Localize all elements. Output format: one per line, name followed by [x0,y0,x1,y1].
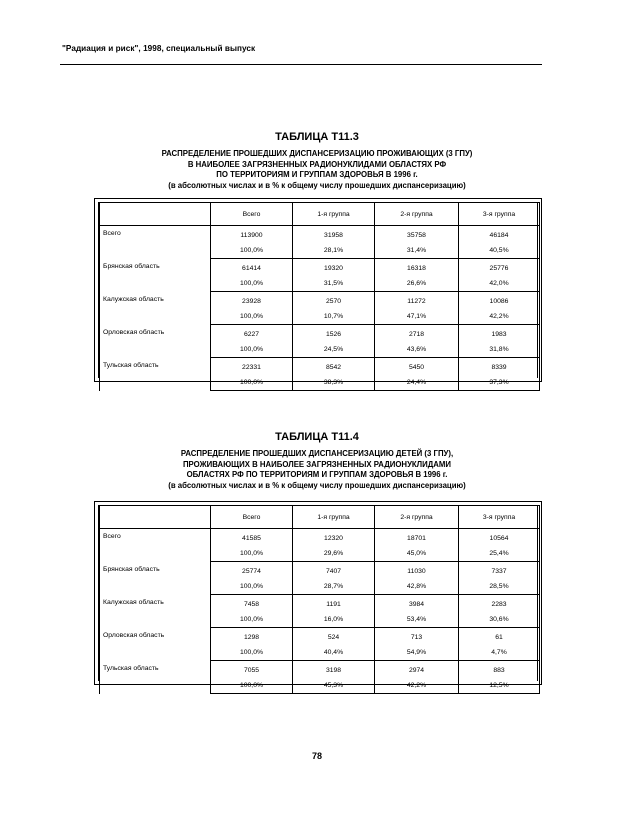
percent-cell: 31,8% [459,342,540,358]
column-header: 3-я группа [459,506,540,529]
percent-cell: 100,0% [211,546,293,562]
percent-cell: 31,4% [375,243,459,259]
value-cell: 10086 [459,292,540,310]
table-label: ТАБЛИЦА Т11.4 [275,431,359,443]
table-row [100,358,540,376]
value-cell: 46184 [459,226,540,244]
caption-line: В НАИБОЛЕЕ ЗАГРЯЗНЕННЫХ РАДИОНУКЛИДАМИ ОБЛАСТЯХ РФ [187,159,447,169]
value-cell: 61414 [211,259,293,277]
value-cell: 10564 [459,529,540,547]
value-cell: 7337 [459,562,540,580]
percent-cell: 31,5% [293,276,375,292]
table-frame [94,198,542,386]
percent-cell: 4,7% [459,645,540,661]
percent-cell: 100,0% [211,678,293,694]
value-cell: 2283 [459,595,540,613]
value-cell: 883 [459,661,540,679]
caption-line: (в абсолютных числах и в % к общему числу прошедших диспансеризацию) [168,180,466,190]
value-cell: 113900 [211,226,293,244]
value-cell: 25776 [459,259,540,277]
region-cell: Тульская область [100,661,211,694]
table-row [100,529,540,547]
value-cell: 16318 [375,259,459,277]
percent-cell: 29,6% [293,546,375,562]
column-header [100,506,211,529]
percent-cell: 45,0% [375,546,459,562]
value-cell: 25774 [211,562,293,580]
caption-line: ПО ТЕРРИТОРИЯМ И ГРУППАМ ЗДОРОВЬЯ В 1996 г. [216,170,418,179]
percent-cell: 100,0% [211,342,293,358]
region-cell: Калужская область [100,595,211,628]
value-cell: 7055 [211,661,293,679]
caption-line: (в абсолютных числах и в % к общему числу прошедших диспансеризацию) [168,480,466,490]
percent-cell: 100,0% [211,645,293,661]
percent-cell: 25,4% [459,546,540,562]
value-cell: 23928 [211,292,293,310]
running-header: "Радиация и риск", 1998, специальный выпуск [62,44,256,53]
value-cell: 11030 [375,562,459,580]
value-cell: 12320 [293,529,375,547]
table-row [100,325,540,343]
data-table [99,202,540,391]
percent-cell: 42,8% [375,579,459,595]
percent-cell: 28,1% [293,243,375,259]
value-cell: 8542 [293,358,375,376]
value-cell: 22331 [211,358,293,376]
region-cell: Брянская область [100,562,211,595]
percent-cell: 26,6% [375,276,459,292]
table-row [100,562,540,580]
percent-cell: 43,6% [375,342,459,358]
column-header: Всего [211,203,293,226]
percent-cell: 28,7% [293,579,375,595]
percent-cell: 54,9% [375,645,459,661]
value-cell: 18701 [375,529,459,547]
percent-cell: 42,2% [375,678,459,694]
percent-cell: 37,3% [459,375,540,391]
value-cell: 524 [293,628,375,646]
percent-cell: 100,0% [211,276,293,292]
table-label: ТАБЛИЦА Т11.3 [275,131,359,143]
percent-cell: 12,5% [459,678,540,694]
caption-line: ПРОЖИВАЮЩИХ В НАИБОЛЕЕ ЗАГРЯЗНЕННЫХ РАДИОНУКЛИДАМИ [182,459,452,469]
table-grid [98,202,538,386]
percent-cell: 100,0% [211,243,293,259]
page-number: 78 [311,751,322,761]
value-cell: 61 [459,628,540,646]
table-frame [94,501,542,689]
region-cell: Орловская область [100,325,211,358]
table-row [100,292,540,310]
table-header-row [100,203,540,226]
value-cell: 1983 [459,325,540,343]
region-cell: Калужская область [100,292,211,325]
percent-cell: 100,0% [211,375,293,391]
table-row [100,661,540,679]
value-cell: 7407 [293,562,375,580]
percent-cell: 100,0% [211,309,293,325]
region-cell: Тульская область [100,358,211,391]
value-cell: 35758 [375,226,459,244]
percent-cell: 45,3% [293,678,375,694]
percent-cell: 100,0% [211,612,293,628]
value-cell: 1526 [293,325,375,343]
percent-cell: 40,5% [459,243,540,259]
table-caption [0,449,634,491]
value-cell: 41585 [211,529,293,547]
column-header: 2-я группа [375,506,459,529]
value-cell: 3198 [293,661,375,679]
percent-cell: 10,7% [293,309,375,325]
value-cell: 713 [375,628,459,646]
percent-cell: 16,0% [293,612,375,628]
column-header [100,203,211,226]
table-header-row [100,506,540,529]
data-table [99,505,540,694]
value-cell: 2718 [375,325,459,343]
percent-cell: 47,1% [375,309,459,325]
caption-line: ОБЛАСТЯХ РФ ПО ТЕРРИТОРИЯМ И ГРУППАМ ЗДОРОВЬЯ В 1996 г. [186,470,448,479]
region-cell: Всего [100,529,211,562]
value-cell: 5450 [375,358,459,376]
value-cell: 11272 [375,292,459,310]
percent-cell: 38,3% [293,375,375,391]
percent-cell: 40,4% [293,645,375,661]
column-header: Всего [211,506,293,529]
value-cell: 7458 [211,595,293,613]
percent-cell: 30,6% [459,612,540,628]
value-cell: 1298 [211,628,293,646]
caption-line: РАСПРЕДЕЛЕНИЕ ПРОШЕДШИХ ДИСПАНСЕРИЗАЦИЮ ДЕТЕЙ (3 ГПУ), [180,449,454,458]
percent-cell: 24,4% [375,375,459,391]
table-grid [98,505,538,689]
value-cell: 31958 [293,226,375,244]
percent-cell: 100,0% [211,579,293,595]
percent-cell: 24,5% [293,342,375,358]
percent-cell: 28,5% [459,579,540,595]
region-cell: Всего [100,226,211,259]
value-cell: 2570 [293,292,375,310]
percent-cell: 42,0% [459,276,540,292]
caption-line: РАСПРЕДЕЛЕНИЕ ПРОШЕДШИХ ДИСПАНСЕРИЗАЦИЮ ПРОЖИВАЮЩИХ (3 ГПУ) [161,149,473,158]
header-rule [60,64,542,65]
value-cell: 1191 [293,595,375,613]
table-row [100,595,540,613]
table-row [100,259,540,277]
value-cell: 6227 [211,325,293,343]
table-caption [0,149,634,191]
value-cell: 8339 [459,358,540,376]
region-cell: Брянская область [100,259,211,292]
column-header: 2-я группа [375,203,459,226]
column-header: 1-я группа [293,203,375,226]
value-cell: 3984 [375,595,459,613]
table-row [100,226,540,244]
region-cell: Орловская область [100,628,211,661]
column-header: 3-я группа [459,203,540,226]
value-cell: 2974 [375,661,459,679]
value-cell: 19320 [293,259,375,277]
table-row [100,628,540,646]
percent-cell: 53,4% [375,612,459,628]
column-header: 1-я группа [293,506,375,529]
percent-cell: 42,2% [459,309,540,325]
